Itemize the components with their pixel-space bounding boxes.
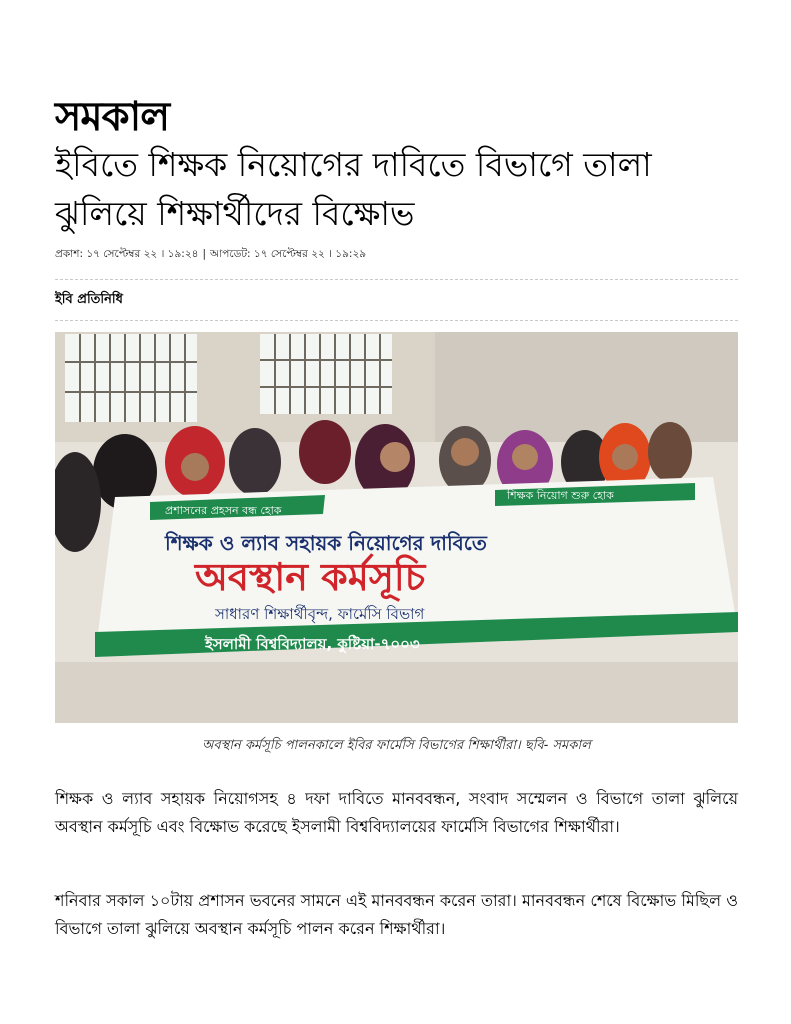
banner-text-line3: সাধারণ শিক্ষার্থীবৃন্দ, ফার্মেসি বিভাগ xyxy=(215,605,425,623)
banner-text-line1: শিক্ষক ও ল্যাব সহায়ক নিয়োগের দাবিতে xyxy=(165,531,487,555)
article-headline: ইবিতে শিক্ষক নিয়োগের দাবিতে বিভাগে তালা ঝুলিয়ে শিক্ষার্থীদের বিক্ষোভ xyxy=(55,145,652,233)
meta-separator: | xyxy=(202,248,207,260)
article-paragraph: শিক্ষক ও ল্যাব সহায়ক নিয়োগসহ ৪ দফা দাবিতে মানববন্ধন, সংবাদ সম্মেলন ও বিভাগে তালা ঝুলিয়ে অবস্থান কর্মসূচি এবং বিক্ষোভ করেছে ইসলামী বিশ্ববিদ্যালয়ের ফার্মেসি বিভাগের শিক্ষার্থীরা। xyxy=(55,789,738,836)
site-logo[interactable]: সমকাল xyxy=(55,93,170,140)
divider xyxy=(55,279,738,280)
article-meta xyxy=(55,247,366,264)
banner-text-line2: অবস্থান কর্মসূচি xyxy=(195,555,426,599)
updated-time: আপডেট: ১৭ সেপ্টেম্বর ২২ । ১৯:২৯ xyxy=(210,248,367,260)
divider xyxy=(55,320,738,321)
photo-caption: অবস্থান কর্মসূচি পালনকালে ইবির ফার্মেসি বিভাগের শিক্ষার্থীরা। ছবি- সমকাল xyxy=(202,738,591,753)
banner-text-top-right: শিক্ষক নিয়োগ শুরু হোক xyxy=(507,489,614,502)
published-time: প্রকাশ: ১৭ সেপ্টেম্বর ২২ । ১৯:২৪ xyxy=(55,248,199,260)
banner-text-footer: ইসলামী বিশ্ববিদ্যালয়, কুষ্টিয়া-৭০০৩ xyxy=(205,635,420,653)
article-paragraph: শনিবার সকাল ১০টায় প্রশাসন ভবনের সামনে এই মানববন্ধন করেন তারা। মানববন্ধন শেষে বিক্ষোভ মিছিল ও বিভাগে তালা ঝুলিয়ে অবস্থান কর্মসূচি পালন করেন শিক্ষার্থীরা। xyxy=(55,891,738,938)
article-photo[interactable] xyxy=(55,332,738,723)
article-author: ইবি প্রতিনিধি xyxy=(55,292,123,307)
banner-text-top-left: প্রশাসনের প্রহসন বন্ধ হোক xyxy=(165,504,282,517)
